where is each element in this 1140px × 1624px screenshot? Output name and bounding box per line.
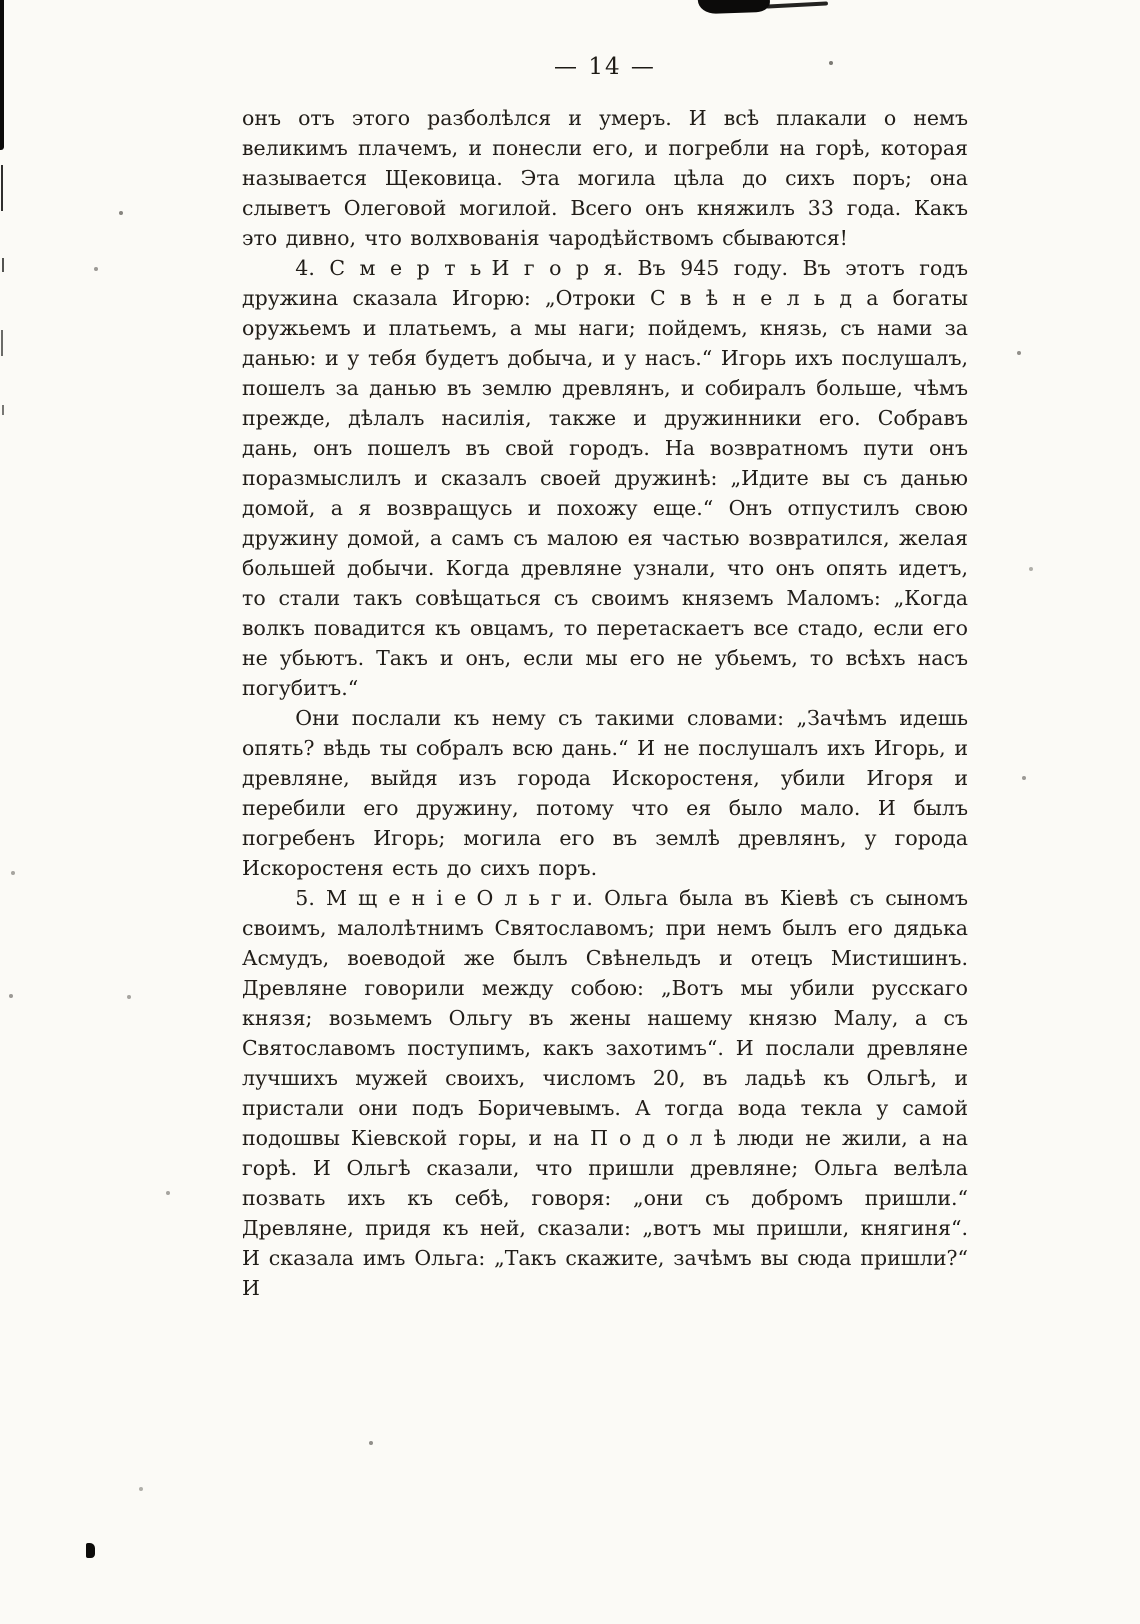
scan-artifact-left-mark (2, 405, 4, 415)
scan-speck-layer (0, 0, 2, 2)
scan-artifact-left-edge (0, 0, 4, 150)
paragraph-oleg-death-continuation: онъ отъ этого разболѣлся и умеръ. И всѣ плакали о немъ великимъ плачемъ, и понесли его, и погребли на горѣ, которая называется Щековица. Эта могила цѣла до сихъ поръ; она слыветъ Олеговой могилой. Всего онъ княжилъ 33 года. Какъ это дивно, что волхвованія чародѣйствомъ сбываются! (242, 106, 968, 250)
scan-artifact-left-mark (1, 330, 3, 356)
paragraph-olga-revenge: 5. М щ е н і е О л ь г и. Ольга была въ Кіевѣ съ сыномъ своимъ, малолѣтнимъ Святославомъ; при немъ былъ его дядька Асмудъ, воеводой же былъ Свѣнельдъ и отецъ Мистишинъ. Древляне говорили между собою: „Вотъ мы убили русскаго князя; возьмемъ Ольгу въ жены нашему князю Малу, а съ Святославомъ поступимъ, какъ захотимъ“. И послали древляне лучшихъ мужей своихъ, числомъ 20, въ ладьѣ къ Ольгѣ, и пристали они подъ Боричевымъ. А тогда вода текла у самой подошвы Кіевской горы, и на П о д о л ѣ люди не жили, а на горѣ. И Ольгѣ сказали, что пришли древляне; Ольга велѣла позвать ихъ къ себѣ, говоря: „они съ добромъ пришли.“ Древляне, придя къ ней, сказали: „вотъ мы пришли, княгиня“. И сказала имъ Ольга: „Такъ скажите, зачѣмъ вы сюда пришли?“ И (242, 886, 968, 1300)
scan-artifact-bottom-blob (86, 1543, 95, 1558)
text-block (242, 103, 968, 1303)
scan-artifact-left-mark (2, 258, 4, 272)
page-number: — 14 — (554, 54, 656, 80)
scan-artifact-top-blob (698, 0, 771, 14)
paragraph-drevlyane-message: Они послали къ нему съ такими словами: „Зачѣмъ идешь опять? вѣдь ты собралъ всю дань.“ И не послушалъ ихъ Игорь, и древляне, выйдя изъ города Искоростеня, убили Игоря и перебили его дружину, потому что ея было мало. И былъ погребенъ Игорь; могила его въ землѣ древлянъ, у города Искоростеня есть до сихъ поръ. (242, 706, 968, 880)
scan-artifact-top-tail (766, 1, 828, 8)
paragraph-igor-death: 4. С м е р т ь И г о р я. Въ 945 году. Въ этотъ годъ дружина сказала Игорю: „Отроки С в ѣ н е л ь д а богаты оружьемъ и платьемъ, а мы наги; пойдемъ, князь, съ нами за данью: и у тебя будетъ добыча, и у насъ.“ Игорь ихъ послушалъ, пошелъ за данью въ землю древлянъ, и собиралъ больше, чѣмъ прежде, дѣлалъ насилія, также и дружинники его. Собравъ дань, онъ пошелъ въ свой городъ. На возвратномъ пути онъ поразмыслилъ и сказалъ своей дружинѣ: „Идите вы съ данью домой, а я возвращусь и похожу еще.“ Онъ отпустилъ свою дружину домой, а самъ съ малою ея частью возвратился, желая большей добычи. Когда древляне узнали, что онъ опять идетъ, то стали такъ совѣщаться съ своимъ княземъ Маломъ: „Когда волкъ повадится къ овцамъ, то перетаскаетъ все стадо, если его не убьютъ. Такъ и онъ, если мы его не убьемъ, то всѣхъ насъ погубитъ.“ (242, 256, 968, 700)
scan-artifact-left-mark (1, 165, 3, 211)
